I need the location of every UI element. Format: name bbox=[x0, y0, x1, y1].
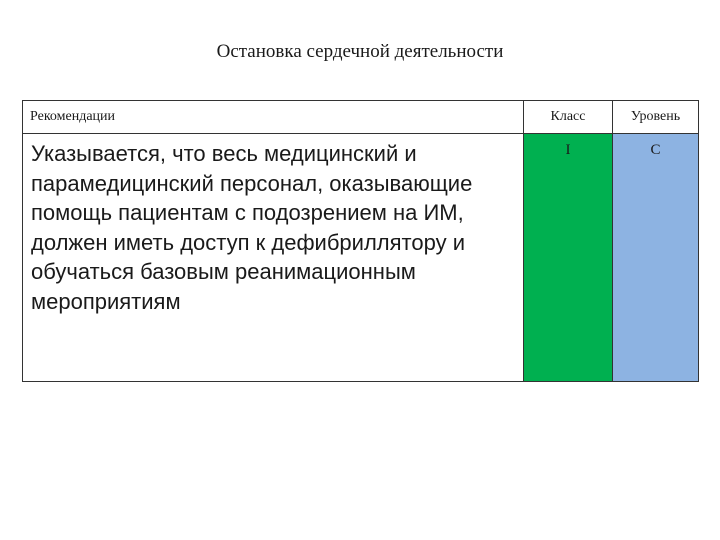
header-class: Класс bbox=[524, 101, 613, 134]
page-title: Остановка сердечной деятельности bbox=[216, 41, 504, 62]
level-cell: C bbox=[613, 134, 699, 382]
table-header-row bbox=[23, 101, 699, 134]
header-level: Уровень bbox=[613, 101, 699, 134]
header-recommendations: Рекомендации bbox=[23, 101, 524, 134]
table-row bbox=[23, 134, 699, 382]
recommendation-text: Указывается, что весь медицинский и парамедицинский персонал, оказывающие помощь пациентам с подозрением на ИМ, должен иметь доступ к дефибриллятору и обучаться базовым реанимационным мероприятиям bbox=[23, 134, 524, 382]
recommendations-table bbox=[22, 100, 699, 382]
class-cell: I bbox=[524, 134, 613, 382]
